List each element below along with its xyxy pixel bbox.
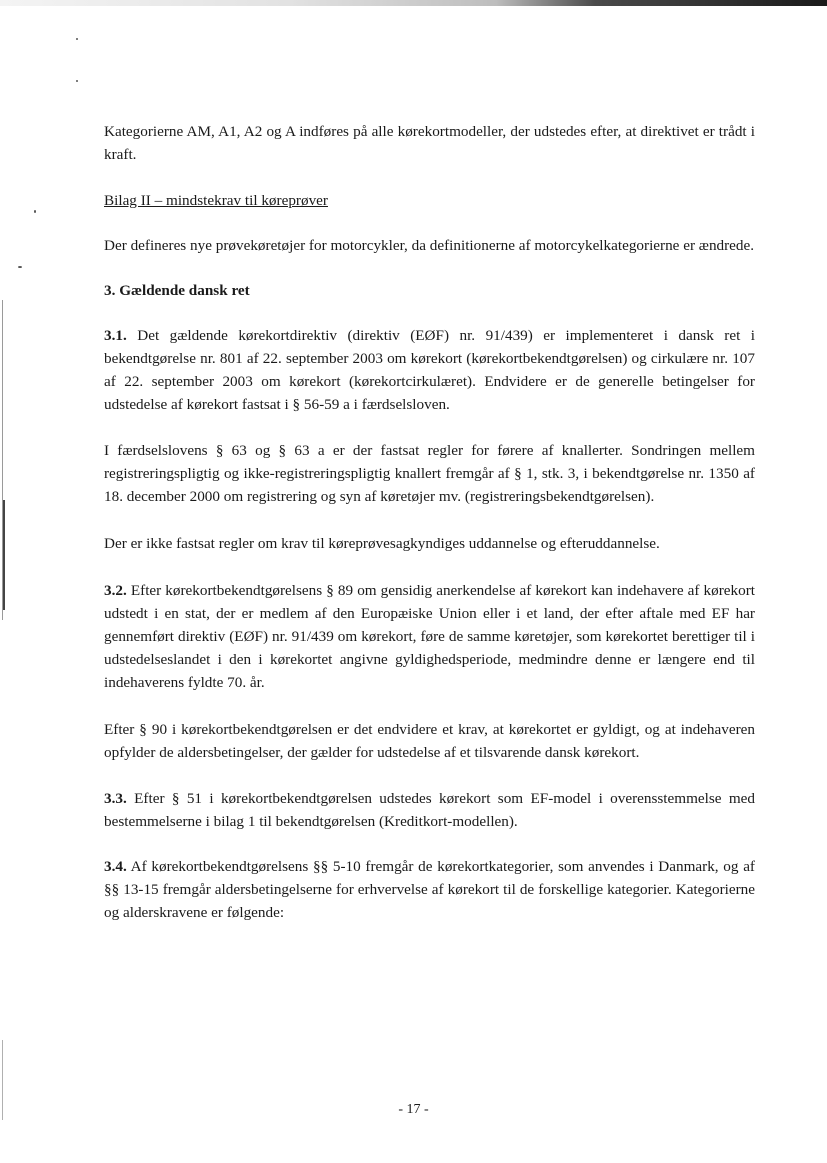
section-number-3-4: 3.4. [104, 858, 127, 875]
scan-speck [18, 266, 22, 268]
scan-speck [34, 210, 36, 213]
scan-speck [76, 38, 78, 40]
section-number-3-1: 3.1. [104, 327, 127, 344]
paragraph-3-2 [104, 579, 755, 694]
heading-bilag-ii: Bilag II – mindstekrav til køreprøver [104, 192, 328, 209]
paragraph-categories: Kategorierne AM, A1, A2 og A indføres på alle kørekortmodeller, der udstedes efter, at direktivet er trådt i kraft. [104, 123, 755, 163]
scan-edge-top [0, 0, 827, 6]
section-number-3-2: 3.2. [104, 582, 127, 599]
scan-speck [76, 80, 78, 82]
page-number: - 17 - [398, 1102, 429, 1117]
section-text-3-3: Efter § 51 i kørekortbekendtgørelsen udstedes kørekort som EF-model i overensstemmelse med bestemmelserne i bilag 1 til bekendtgørelsen (Kreditkort-modellen). [104, 790, 756, 830]
section-text-3-2: Efter kørekortbekendtgørelsens § 89 om gensidig anerkendelse af kørekort kan indehavere af kørekort udstedt i en stat, der er medlem af den Europæiske Union eller i et land, der efter aftale med EF har gennemført direktiv (EØF) nr. 91/439 om kørekort, føre de samme køretøjer, som kørekortet berettiger til i udstedelseslandet i den i kørekortet angivne gyldighedsperiode, medmindre denne er længere end til indehaverens fyldte 70. år. [104, 582, 755, 691]
section-number-3-3: 3.3. [104, 790, 127, 807]
paragraph-3-4 [104, 855, 755, 924]
section-text-3-4: Af kørekortbekendtgørelsens §§ 5-10 fremgår de kørekortkategorier, som anvendes i Danmark, og af §§ 13-15 fremgår aldersbetingelserne for erhvervelse af kørekort til de forskellige kategorier. Kategorierne og alderskravene er følgende: [104, 858, 755, 921]
paragraph-test-vehicles: Der defineres nye prøvekøretøjer for motorcykler, da definitionerne af motorcykelkategorierne er ændrede. [104, 237, 755, 254]
paragraph-3-1 [104, 324, 755, 416]
paragraph-examiners: Der er ikke fastsat regler om krav til køreprøvesagkyndiges uddannelse og efteruddannelse. [104, 535, 660, 552]
scan-edge-left-dark [3, 500, 5, 610]
paragraph-mopeds: I færdselslovens § 63 og § 63 a er der fastsat regler for førere af knallerter. Sondringen mellem registreringspligtig og ikke-registreringspligtig knallert fremgår af § 1, stk. 3, i bekendtgørelse nr. 1350 af 18. december 2000 om registrering og syn af køretøjer mv. (registreringsbekendtgørelsen). [104, 442, 755, 505]
section-heading-3: 3. Gældende dansk ret [104, 282, 250, 299]
section-text-3-1: Det gældende kørekortdirektiv (direktiv (EØF) nr. 91/439) er implementeret i dansk ret i bekendtgørelse nr. 801 af 22. september 2003 om kørekort (kørekortbekendtgørelsen) og cirkulære nr. 107 af 22. september 2003 om kørekort (kørekortcirkulæret). Endvidere er de generelle betingelser for udstedelse af kørekort fastsat i § 56-59 a i færdselsloven. [104, 327, 756, 413]
document-body [104, 120, 755, 924]
paragraph-3-3 [104, 787, 755, 833]
paragraph-section-90: Efter § 90 i kørekortbekendtgørelsen er det endvidere et krav, at kørekortet er gyldigt, og at indehaveren opfylder de aldersbetingelser, der gælder for udstedelse af et tilsvarende dansk kørekort. [104, 721, 755, 761]
